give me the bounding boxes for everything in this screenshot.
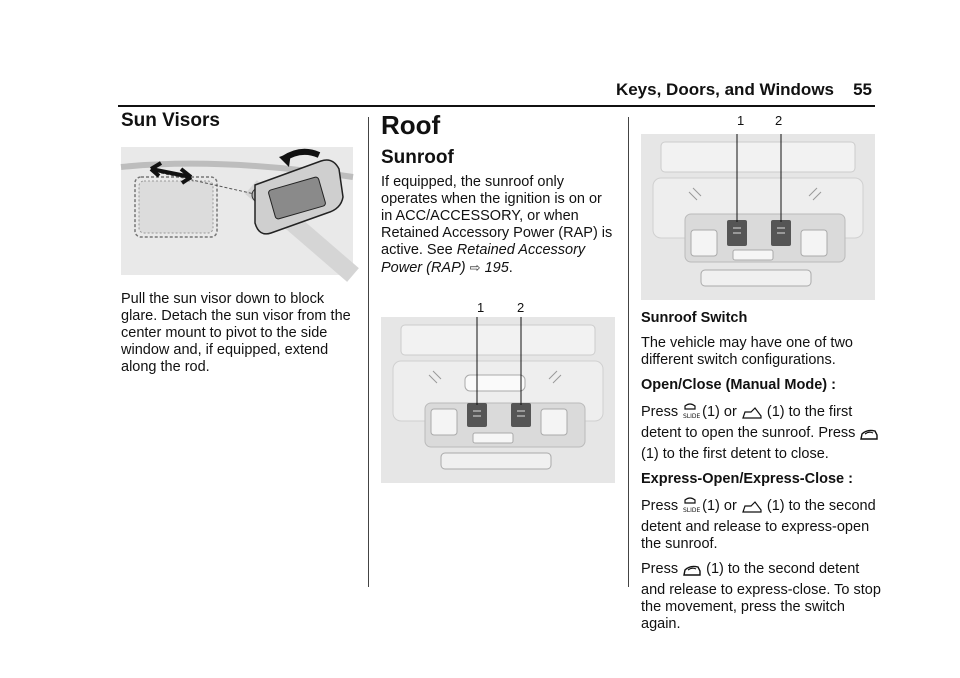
- column-sunroof-switch: [641, 110, 881, 633]
- xref-page[interactable]: 195: [484, 260, 509, 276]
- subsection-heading: Sunroof: [381, 147, 454, 168]
- xref-rap[interactable]: Retained Accessory Power (RAP): [381, 242, 586, 276]
- callout-label-2: 2: [775, 113, 783, 128]
- svg-text:SLIDE: SLIDE: [683, 413, 701, 420]
- callout-label-1: 1: [737, 113, 745, 128]
- express-mode-text: Press SLIDE (1) or (1) to the second detent and release to express-open the sunroof.: [641, 498, 876, 552]
- sun-visor-text: Pull the sun visor down to block glare. Detach the sun visor from the center mount to pivot to the side window and, if equipped, extend along the rod.: [121, 291, 351, 375]
- section-heading: Sun Visors: [121, 110, 220, 131]
- column-divider: [628, 117, 629, 587]
- manual-mode-text: Press SLIDE (1) or (1) to the first detent to open the sunroof. Press (1) to the first detent to close.: [641, 402, 881, 463]
- column-roof: [381, 110, 615, 491]
- slide-icon: [682, 496, 701, 519]
- switch-intro-text: The vehicle may have one of two different switch configurations.: [641, 335, 853, 368]
- overhead-console-figure-2: [641, 112, 881, 304]
- overhead-console-figure-1: [381, 299, 615, 491]
- page-number: 55: [853, 80, 872, 99]
- page-header: [0, 80, 960, 106]
- sun-visor-illustration: [121, 147, 356, 275]
- vent-icon: [741, 500, 763, 519]
- callout-label-2: 2: [517, 300, 525, 315]
- svg-text:SLIDE: SLIDE: [683, 507, 701, 514]
- header-rule: [118, 105, 875, 107]
- page-ref-icon: ⇨: [469, 260, 481, 275]
- header-title: Keys, Doors, and Windows: [615, 80, 834, 99]
- close-sunroof-icon: [682, 563, 702, 582]
- slide-icon: [682, 402, 701, 425]
- close-sunroof-icon: [859, 427, 879, 446]
- figure-caption: Sunroof Switch: [641, 310, 748, 326]
- sunroof-intro-text: If equipped, the sunroof only operates when the ignition is on or in ACC/ACCESSORY, or when Retained Accessory Power (RAP) is active. See Retained Accessory Power (RAP) ⇨ 195.: [381, 174, 613, 276]
- express-mode-heading: Express-Open/Express-Close :: [641, 471, 853, 487]
- column-sun-visors: [121, 110, 356, 376]
- vent-icon: [741, 406, 763, 425]
- express-close-text: Press (1) to the second detent and release to express-close. To stop the movement, press the switch again.: [641, 561, 881, 632]
- manual-mode-heading: Open/Close (Manual Mode) :: [641, 377, 836, 393]
- chapter-heading: Roof: [381, 110, 441, 140]
- column-divider: [368, 117, 369, 587]
- callout-label-1: 1: [477, 300, 485, 315]
